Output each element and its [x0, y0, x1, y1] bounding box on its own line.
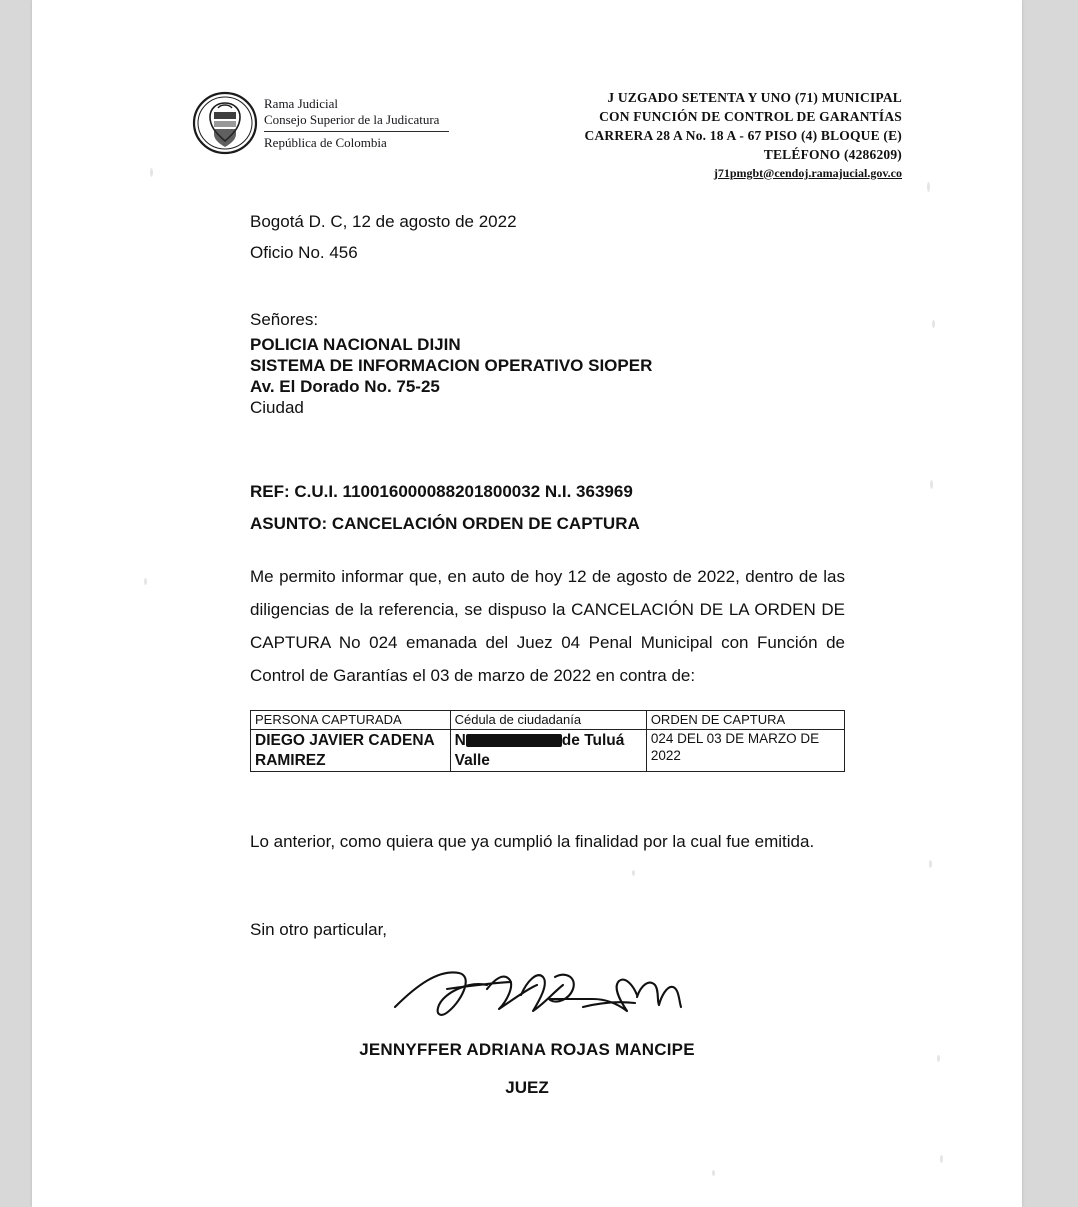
consejo-superior-label: Consejo Superior de la Judicatura [264, 112, 440, 128]
signature-role: JUEZ [505, 1078, 549, 1097]
redaction-bar-icon [466, 734, 562, 747]
table-header-persona: PERSONA CAPTURADA [251, 711, 451, 730]
closing-paragraph: Lo anterior, como quiera que ya cumplió la finalidad por la cual fue emitida. [250, 832, 815, 851]
cell-cedula [450, 730, 646, 772]
captured-person-table [250, 710, 845, 772]
body-paragraph: Me permito informar que, en auto de hoy 12 de agosto de 2022, dentro de las diligencias de la referencia, se dispuso la CANCELACIÓN DE LA ORDEN DE CAPTURA No 024 emanada del Juez 04 Penal Municipal con Función de Control de Garantías el 03 de marzo de 2022 en contra de: [250, 567, 845, 685]
cell-orden: 024 DEL 03 DE MARZO DE 2022 [646, 730, 844, 772]
juzgado-line-2: CON FUNCIÓN DE CONTROL DE GARANTÍAS [599, 109, 902, 125]
juzgado-address: CARRERA 28 A No. 18 A - 67 PISO (4) BLOQUE (E) [584, 128, 902, 144]
cedula-prefix: N [454, 732, 466, 750]
addressee-line-3: Av. El Dorado No. 75-25 [250, 377, 440, 396]
table-header-orden: ORDEN DE CAPTURA [646, 711, 844, 730]
table-header-cedula: Cédula de ciudadanía [450, 711, 646, 730]
addressee-line-4: Ciudad [250, 398, 304, 417]
republica-label: República de Colombia [264, 134, 387, 150]
salutation: Señores: [250, 310, 319, 329]
signature-name: JENNYFFER ADRIANA ROJAS MANCIPE [359, 1040, 695, 1059]
oficio-number: Oficio No. 456 [250, 243, 358, 262]
cedula-suffix: de Tuluá Valle [454, 732, 625, 769]
document-page [32, 0, 1022, 1207]
handwritten-signature-icon [387, 955, 717, 1030]
document-body [32, 0, 1022, 1207]
asunto-line: ASUNTO: CANCELACIÓN ORDEN DE CAPTURA [250, 514, 640, 533]
juzgado-line-1: J UZGADO SETENTA Y UNO (71) MUNICIPAL [607, 90, 902, 105]
farewell-line: Sin otro particular, [250, 920, 388, 939]
addressee-line-2: SISTEMA DE INFORMACION OPERATIVO SIOPER [250, 356, 653, 375]
juzgado-phone: TELÉFONO (4286209) [763, 147, 902, 163]
table-row [251, 730, 845, 772]
place-date: Bogotá D. C, 12 de agosto de 2022 [250, 212, 517, 231]
ref-line: REF: C.U.I. 110016000088201800032 N.I. 363969 [250, 482, 633, 501]
rama-judicial-label: Rama Judicial [264, 96, 339, 111]
addressee-line-1: POLICIA NACIONAL DIJIN [250, 335, 461, 354]
cell-persona: DIEGO JAVIER CADENA RAMIREZ [251, 730, 451, 772]
juzgado-email: j71pmgbt@cendoj.ramajucial.gov.co [713, 165, 902, 180]
table-header-row [251, 711, 845, 730]
